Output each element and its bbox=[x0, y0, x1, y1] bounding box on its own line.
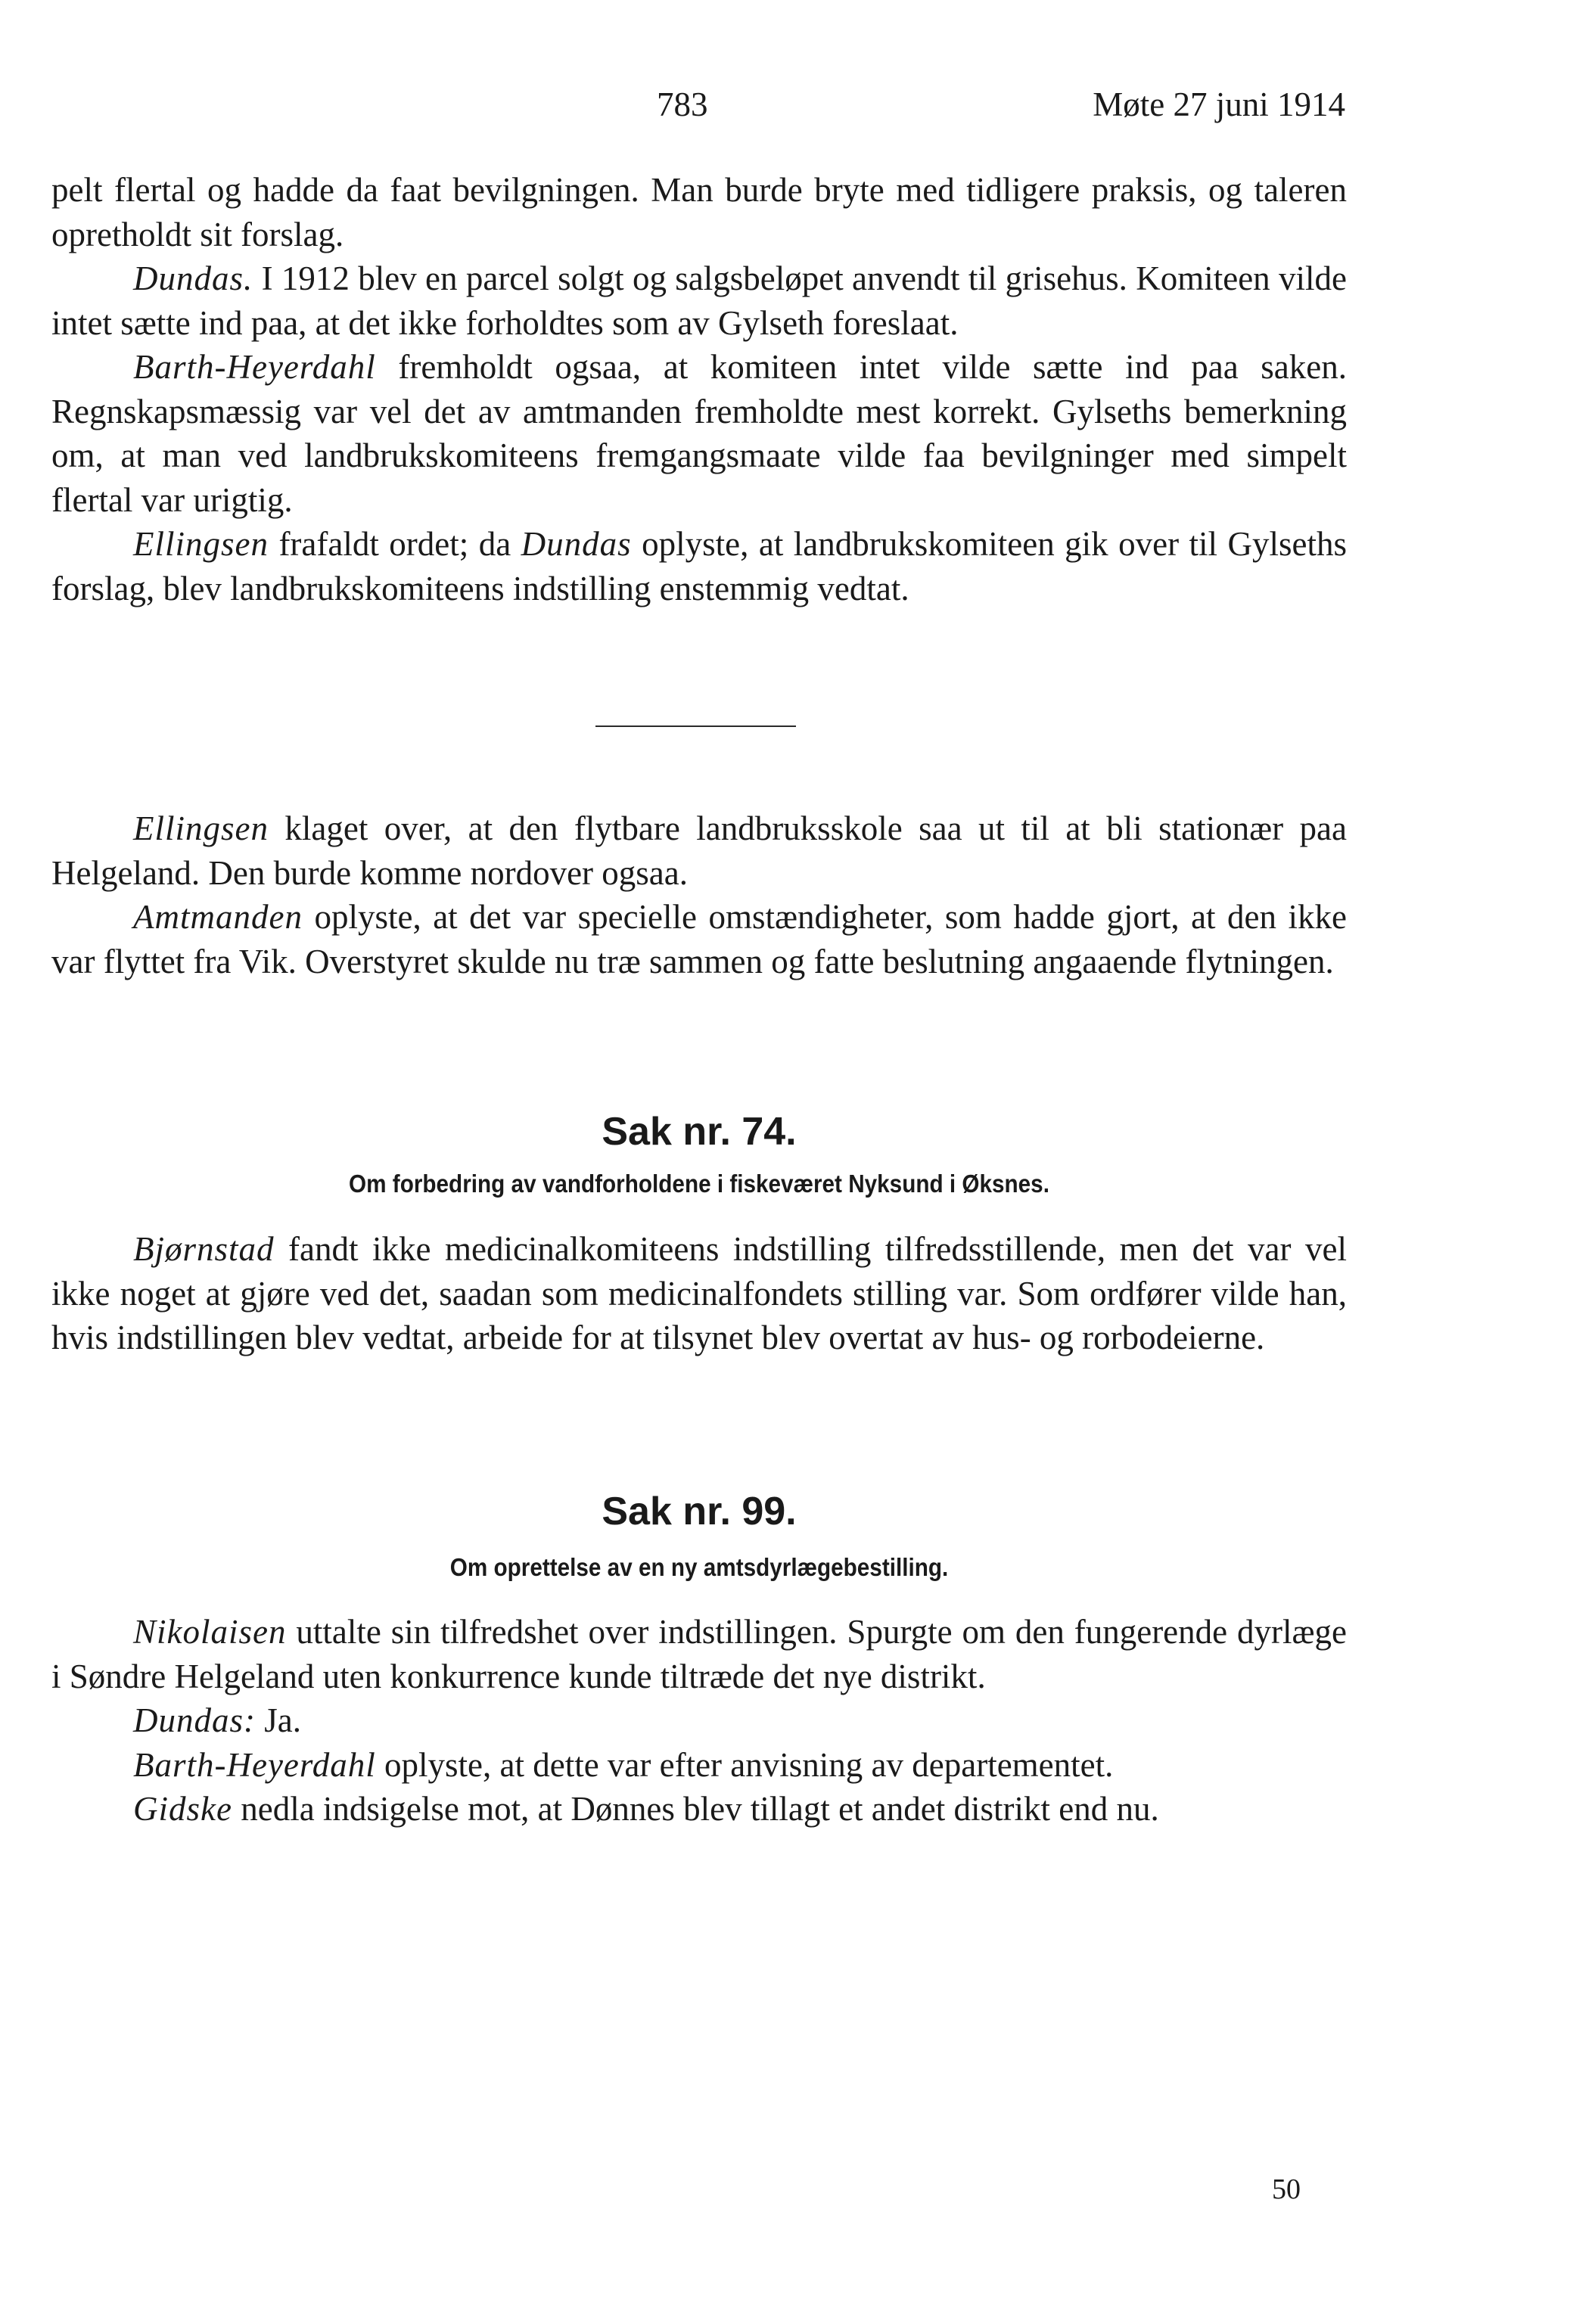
sak-99-body bbox=[51, 1610, 1347, 1832]
paragraph: Barth-Heyerdahl fremholdt ogsaa, at komiteen intet vilde sætte ind paa saken. Regnskapsmæssig var vel det av amtmanden fremholdte mest korrekt. Gylseths bemerkning om, at man ved landbrukskomiteens fremgangsmaate vilde faa bevilgninger med simpelt flertal var urigtig. bbox=[51, 348, 1347, 519]
speaker-name: Barth-Heyerdahl bbox=[133, 1745, 376, 1784]
speaker-name: Amtmanden bbox=[133, 898, 303, 936]
speaker-name: Nikolaisen bbox=[133, 1613, 287, 1651]
paragraph: Barth-Heyerdahl oplyste, at dette var efter anvisning av departementet. bbox=[133, 1745, 1114, 1784]
paragraph: Bjørnstad fandt ikke medicinalkomiteens indstilling tilfredsstillende, men det var vel ikke noget at gjøre ved det, saadan som medicinalfondets stilling var. Som ordfører vilde han, hvis indstillingen blev vedtat, arbeide for at tilsynet blev overtat av hus- og rorbodeierne. bbox=[51, 1230, 1347, 1356]
signature-mark: 50 bbox=[1272, 2173, 1301, 2205]
paragraph: Dundas: Ja. bbox=[133, 1701, 301, 1739]
speaker-name: Gidske bbox=[133, 1790, 232, 1828]
speaker-name: Ellingsen bbox=[133, 809, 269, 847]
paragraph: Amtmanden oplyste, at det var specielle omstændigheter, som hadde gjort, at den ikke var flyttet fra Vik. Overstyret skulde nu træ sammen og fatte beslutning angaaende flytningen. bbox=[51, 898, 1347, 980]
paragraph: Dundas. I 1912 blev en parcel solgt og salgsbeløpet anvendt til grisehus. Komiteen vilde intet sætte ind paa, at det ikke forholdtes som av Gylseth foreslaat. bbox=[51, 259, 1347, 342]
section-1 bbox=[51, 168, 1347, 611]
sak-99-title: Sak nr. 99. bbox=[602, 1490, 797, 1533]
speaker-name: Dundas: bbox=[133, 1701, 256, 1739]
page-number: 783 bbox=[657, 85, 708, 123]
speaker-name: Dundas bbox=[521, 525, 632, 563]
paragraph: Ellingsen frafaldt ordet; da Dundas oplyste, at landbrukskomiteen gik over til Gylseths forslag, blev landbrukskomiteens indstilling enstemmig vedtat. bbox=[51, 525, 1348, 607]
sak-99-subtitle: Om oprettelse av en ny amtsdyrlægebestilling. bbox=[449, 1553, 949, 1581]
speaker-name: Barth-Heyerdahl bbox=[133, 348, 376, 386]
section-divider bbox=[595, 725, 796, 727]
section-2 bbox=[51, 806, 1347, 983]
sak-74-title: Sak nr. 74. bbox=[602, 1110, 797, 1154]
sak-74-subtitle: Om forbedring av vandforholdene i fiskeværet Nyksund i Øksnes. bbox=[349, 1170, 1049, 1198]
sak-74-body bbox=[51, 1227, 1347, 1360]
speaker-name: Bjørnstad bbox=[133, 1230, 275, 1268]
running-title: Møte 27 juni 1914 bbox=[1093, 85, 1345, 123]
speaker-name: Dundas. bbox=[133, 259, 253, 297]
page-header bbox=[51, 85, 1345, 130]
paragraph: Ellingsen klaget over, at den flytbare landbruksskole saa ut til at bli stationær paa Helgeland. Den burde komme nordover ogsaa. bbox=[51, 809, 1347, 892]
speaker-name: Ellingsen bbox=[133, 525, 269, 563]
paragraph: Gidske nedla indsigelse mot, at Dønnes blev tillagt et andet distrikt end nu. bbox=[133, 1790, 1159, 1828]
paragraph: pelt flertal og hadde da faat bevilgningen. Man burde bryte med tidligere praksis, og taleren opretholdt sit forslag. bbox=[51, 171, 1347, 253]
paragraph: Nikolaisen uttalte sin tilfredshet over indstillingen. Spurgte om den fungerende dyrlæge i Søndre Helgeland uten konkurrence kunde tiltræde det nye distrikt. bbox=[51, 1613, 1347, 1695]
